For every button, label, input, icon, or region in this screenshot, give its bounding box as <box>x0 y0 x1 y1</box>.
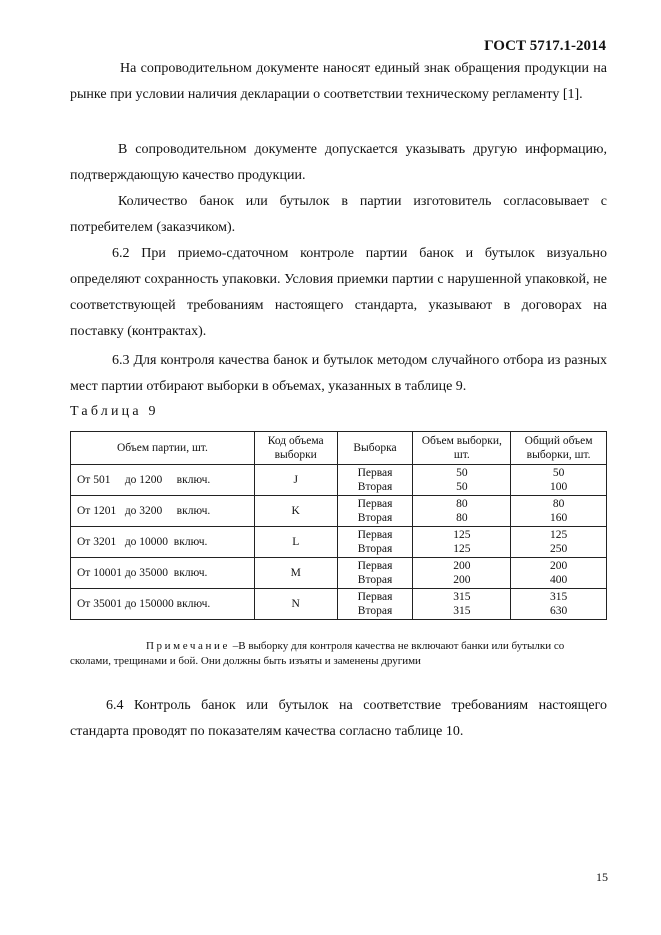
paragraph-6-4: 6.4 Контроль банок или бутылок на соответствие требованиям настоящего стандарта проводят по показателям качества согласно таблице 10. <box>70 698 607 739</box>
header-sample-code: Код объема выборки <box>254 432 337 465</box>
table-row <box>71 527 607 558</box>
paragraph-6-2: 6.2 При приемо-сдаточном контроле партии банок и бутылок визуально определяют сохранность упаковки. Условия приемки партии с нарушенной упаковкой, не соответствующей требованиям настоящего стандарта, указывают в договорах на поставку (контрактах). <box>70 246 607 339</box>
document-header: ГОСТ 5717.1-2014 <box>484 38 606 54</box>
sample-volume-cell <box>413 527 511 558</box>
sample-first: Первая <box>357 560 393 572</box>
volume-first: 80 <box>456 498 468 510</box>
sample-first: Первая <box>357 467 393 479</box>
sample-cell <box>337 496 413 527</box>
total-second: 100 <box>549 481 568 493</box>
total-volume-cell <box>511 496 607 527</box>
sample-code-cell: J <box>254 465 337 496</box>
sample-cell <box>337 465 413 496</box>
sample-code-cell: K <box>254 496 337 527</box>
sample-first: Первая <box>357 591 393 603</box>
volume-second: 200 <box>453 574 471 586</box>
table-header-row <box>71 432 607 465</box>
sample-code-cell: L <box>254 527 337 558</box>
sample-first: Первая <box>357 498 393 510</box>
total-first: 50 <box>552 467 565 479</box>
total-first: 125 <box>549 529 568 541</box>
table-9 <box>70 431 607 620</box>
header-total-volume: Общий объем выборки, шт. <box>511 432 607 465</box>
sample-volume-cell <box>413 465 511 496</box>
lot-size-cell: От 10001 до 35000 включ. <box>71 558 255 589</box>
total-first: 80 <box>552 498 565 510</box>
table-note <box>70 639 607 669</box>
note-label: Примечание <box>146 640 230 652</box>
paragraph-6-3: 6.3 Для контроля качества банок и бутылок методом случайного отбора из разных мест партии отбирают выборки в объемах, указанных в таблице 9. <box>70 353 607 394</box>
sample-second: Вторая <box>357 481 393 493</box>
table-row <box>71 558 607 589</box>
total-second: 630 <box>549 605 568 617</box>
volume-first: 200 <box>453 560 471 572</box>
total-volume-cell <box>511 465 607 496</box>
sample-cell <box>337 558 413 589</box>
total-second: 400 <box>549 574 568 586</box>
table-caption: Таблица 9 <box>70 404 159 419</box>
header-sample: Выборка <box>337 432 413 465</box>
total-first: 315 <box>549 591 568 603</box>
sample-second: Вторая <box>357 543 393 555</box>
total-volume-cell <box>511 558 607 589</box>
sample-volume-cell <box>413 558 511 589</box>
sample-second: Вторая <box>357 512 393 524</box>
sample-code-cell: N <box>254 589 337 620</box>
header-sample-volume: Объем выборки, шт. <box>413 432 511 465</box>
total-first: 200 <box>549 560 568 572</box>
paragraph-conformity-mark: На сопроводительном документе наносят единый знак обращения продукции на рынке при условии наличия декларации о соответствии техническому регламенту [1]. <box>70 61 607 102</box>
volume-second: 315 <box>453 605 471 617</box>
page-number: 15 <box>596 870 608 884</box>
sample-code-cell: M <box>254 558 337 589</box>
table-row <box>71 465 607 496</box>
total-volume-cell <box>511 589 607 620</box>
table-row <box>71 496 607 527</box>
sample-cell <box>337 527 413 558</box>
sample-first: Первая <box>357 529 393 541</box>
volume-second: 125 <box>453 543 471 555</box>
sample-cell <box>337 589 413 620</box>
lot-size-cell: От 501 до 1200 включ. <box>71 465 255 496</box>
lot-size-cell: От 1201 до 3200 включ. <box>71 496 255 527</box>
header-lot-size: Объем партии, шт. <box>71 432 255 465</box>
lot-size-cell: От 35001 до 150000 включ. <box>71 589 255 620</box>
lot-size-cell: От 3201 до 10000 включ. <box>71 527 255 558</box>
paragraph-quantity: Количество банок или бутылок в партии изготовитель согласовывает с потребителем (заказчиком). <box>70 194 607 235</box>
sample-second: Вторая <box>357 605 393 617</box>
paragraph-other-info: В сопроводительном документе допускается указывать другую информацию, подтверждающую качество продукции. <box>70 142 607 183</box>
volume-second: 80 <box>456 512 468 524</box>
note-text: –В выборку для контроля качества не включают банки или бутылки со сколами, трещинами и бой. Они должны быть изъяты и заменены другими <box>70 640 565 667</box>
volume-first: 315 <box>453 591 471 603</box>
sample-volume-cell <box>413 589 511 620</box>
sample-volume-cell <box>413 496 511 527</box>
volume-second: 50 <box>456 481 468 493</box>
volume-first: 125 <box>453 529 471 541</box>
sample-second: Вторая <box>357 574 393 586</box>
total-second: 250 <box>549 543 568 555</box>
total-second: 160 <box>549 512 568 524</box>
volume-first: 50 <box>456 467 468 479</box>
table-row <box>71 589 607 620</box>
total-volume-cell <box>511 527 607 558</box>
